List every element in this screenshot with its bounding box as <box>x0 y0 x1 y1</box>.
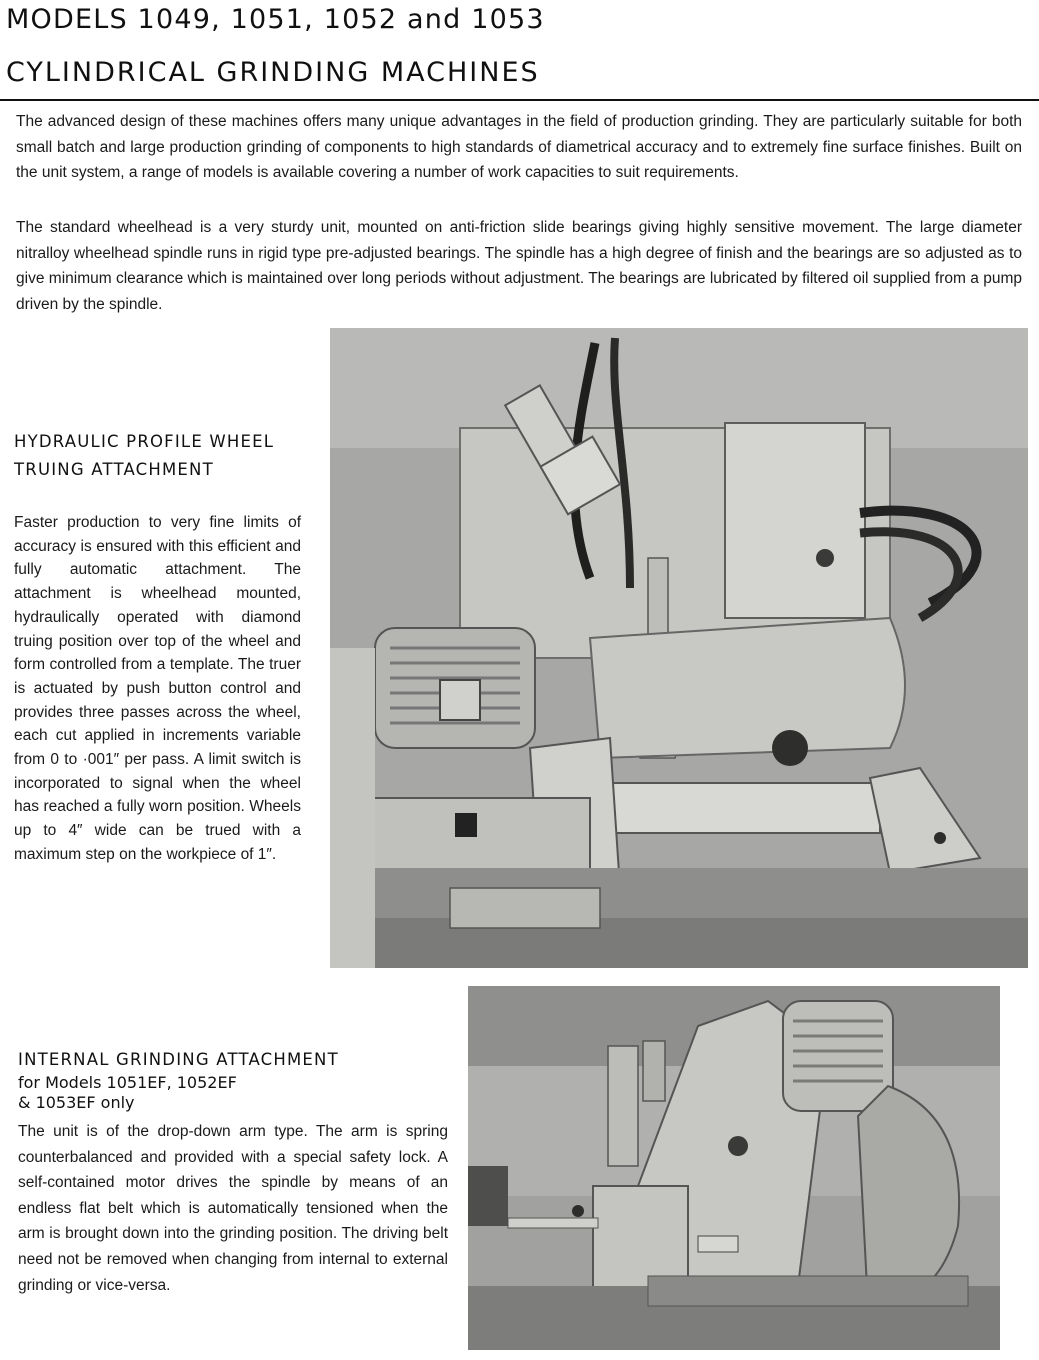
internal-grinding-subheading: for Models 1051EF, 1052EF & 1053EF only <box>18 1073 237 1112</box>
truing-attachment-description: Faster production to very fine limits of accuracy is ensured with this efficient and fully automatic attachment. The attachment is wheelhead mounted, hydraulically operated with diamond truing position over top of the wheel and form controlled from a template. The truer is actuated by push button control and provides three passes across the wheel, each cut applied in increments variable from 0 to ·001″ per pass. A limit switch is incorporated to signal when the wheel has reached a fully worn position. Wheels up to 4″ wide can be trued with a maximum step on the workpiece of 1″. <box>14 514 301 863</box>
internal-grinding-attachment-photo <box>468 986 1000 1350</box>
internal-grinding-heading: INTERNAL GRINDING ATTACHMENT <box>18 1050 339 1069</box>
intro-paragraph-2: The standard wheelhead is a very sturdy unit, mounted on anti-friction slide bearings giving highly sensitive movement. The large diameter nitralloy wheelhead spindle runs in rigid type pre-adjusted bearings. The spindle has a high degree of finish and the bearings are so adjusted as to give minimum clearance which is maintained over long periods without adjustment. The bearings are lubricated by filtered oil supplied from a pump driven by the spindle. <box>16 219 1022 313</box>
page-title-line-2: CYLINDRICAL GRINDING MACHINES <box>6 57 540 88</box>
intro-paragraph-1: The advanced design of these machines offers many unique advantages in the field of production grinding. They are particularly suitable for both small batch and large production grinding of components to high standards of diametrical accuracy and to extremely fine surface finishes. Built on the unit system, a range of models is available covering a number of work capacities to suit requirements. <box>16 113 1022 181</box>
page-title-line-1: MODELS 1049, 1051, 1052 and 1053 <box>6 4 545 35</box>
title-divider <box>0 99 1039 101</box>
internal-grinding-description: The unit is of the drop-down arm type. The arm is spring counterbalanced and provided with a special safety lock. A self-contained motor drives the spindle by means of an endless flat belt which is automatically tensioned when the arm is brought down into the grinding position. The driving belt need not be removed when changing from internal to external grinding or vice-versa. <box>18 1123 448 1294</box>
truing-attachment-photo <box>330 328 1028 968</box>
truing-attachment-heading: HYDRAULIC PROFILE WHEEL TRUING ATTACHMENT <box>14 432 275 479</box>
